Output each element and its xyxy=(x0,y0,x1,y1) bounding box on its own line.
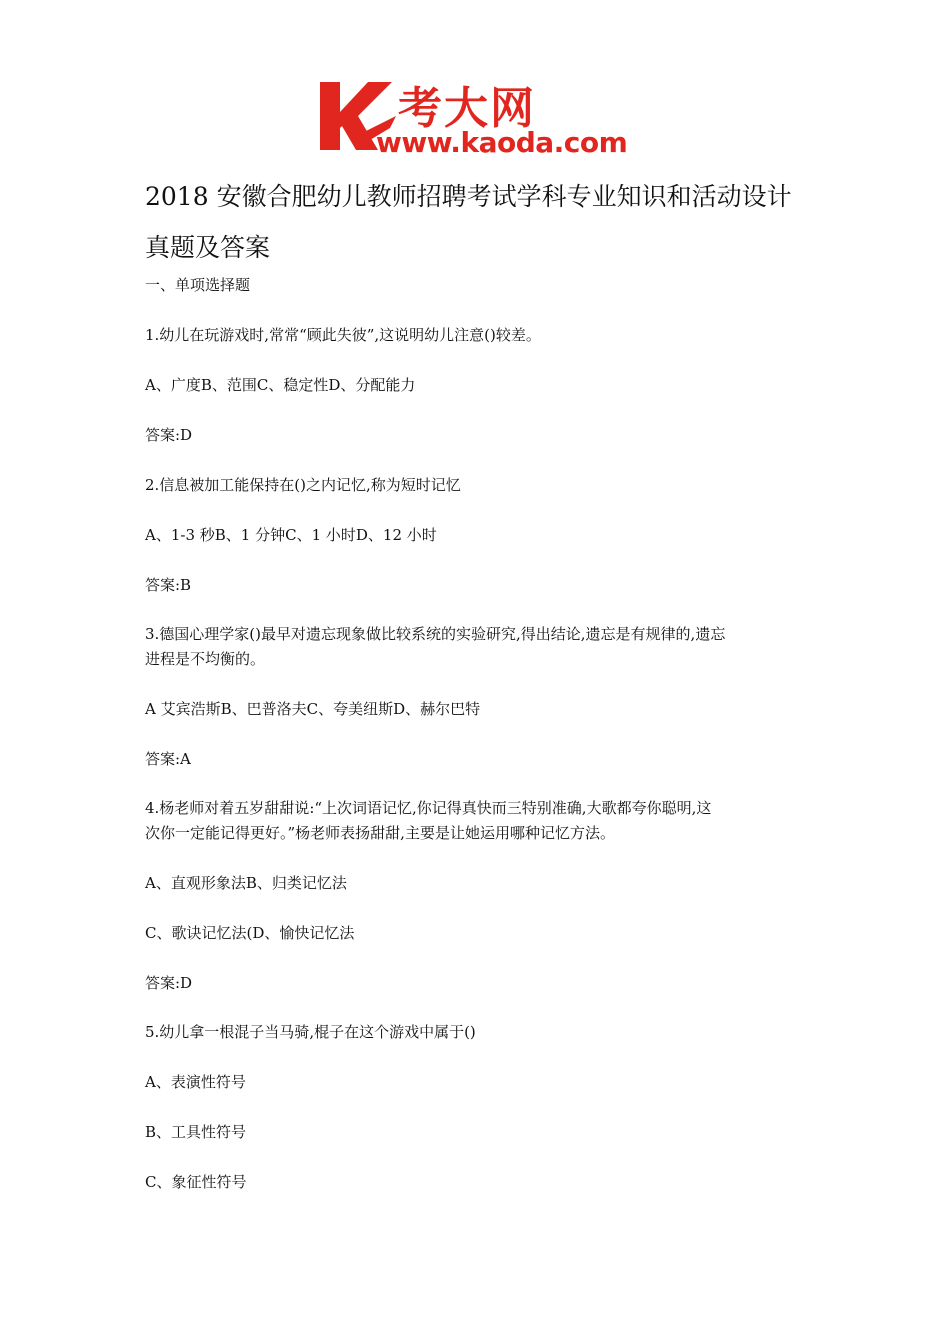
section-heading: 一、单项选择题 xyxy=(145,276,251,294)
document-title-line-1: 2018 安徽合肥幼儿教师招聘考试学科专业知识和活动设计 xyxy=(145,182,792,211)
q1-options: A、广度B、范围C、稳定性D、分配能力 xyxy=(145,376,416,394)
kaoda-logo xyxy=(316,78,646,160)
q5-option-a: A、表演性符号 xyxy=(145,1073,246,1091)
q1-question: 1.幼儿在玩游戏时,常常“顾此失彼”,这说明幼儿注意()较差。 xyxy=(145,326,541,344)
q4-question-line-2: 次你一定能记得更好。”杨老师表扬甜甜,主要是让她运用哪种记忆方法。 xyxy=(145,824,615,842)
q2-options: A、1-3 秒B、1 分钟C、1 小时D、12 小时 xyxy=(145,526,437,544)
q3-question-line-2: 进程是不均衡的。 xyxy=(145,650,266,668)
q3-options: A 艾宾浩斯B、巴普洛夫C、夸美纽斯D、赫尔巴特 xyxy=(145,700,481,718)
logo-url-text: www.kaoda.com xyxy=(376,126,628,159)
q5-option-c: C、象征性符号 xyxy=(145,1173,247,1191)
q1-answer: 答案:D xyxy=(145,426,193,444)
q2-answer: 答案:B xyxy=(145,576,192,594)
logo-brand-text: 考大网 xyxy=(398,83,536,134)
q3-answer: 答案:A xyxy=(145,750,191,768)
q4-options-line-1: A、直观形象法B、归类记忆法 xyxy=(145,874,347,892)
q4-answer: 答案:D xyxy=(145,974,193,992)
q2-question: 2.信息被加工能保持在()之内记忆,称为短时记忆 xyxy=(145,476,461,494)
q4-options-line-2: C、歌诀记忆法(D、愉快记忆法 xyxy=(145,924,355,942)
q5-option-b: B、工具性符号 xyxy=(145,1123,247,1141)
q4-question-line-1: 4.杨老师对着五岁甜甜说:“上次词语记忆,你记得真快而三特别准确,大歌都夸你聪明,这 xyxy=(145,799,712,817)
q3-question-line-1: 3.德国心理学家()最早对遗忘现象做比较系统的实验研究,得出结论,遗忘是有规律的,遗忘 xyxy=(145,625,726,643)
q5-question: 5.幼儿拿一根混子当马骑,棍子在这个游戏中属于() xyxy=(145,1023,476,1041)
document-title-line-2: 真题及答案 xyxy=(145,233,271,262)
